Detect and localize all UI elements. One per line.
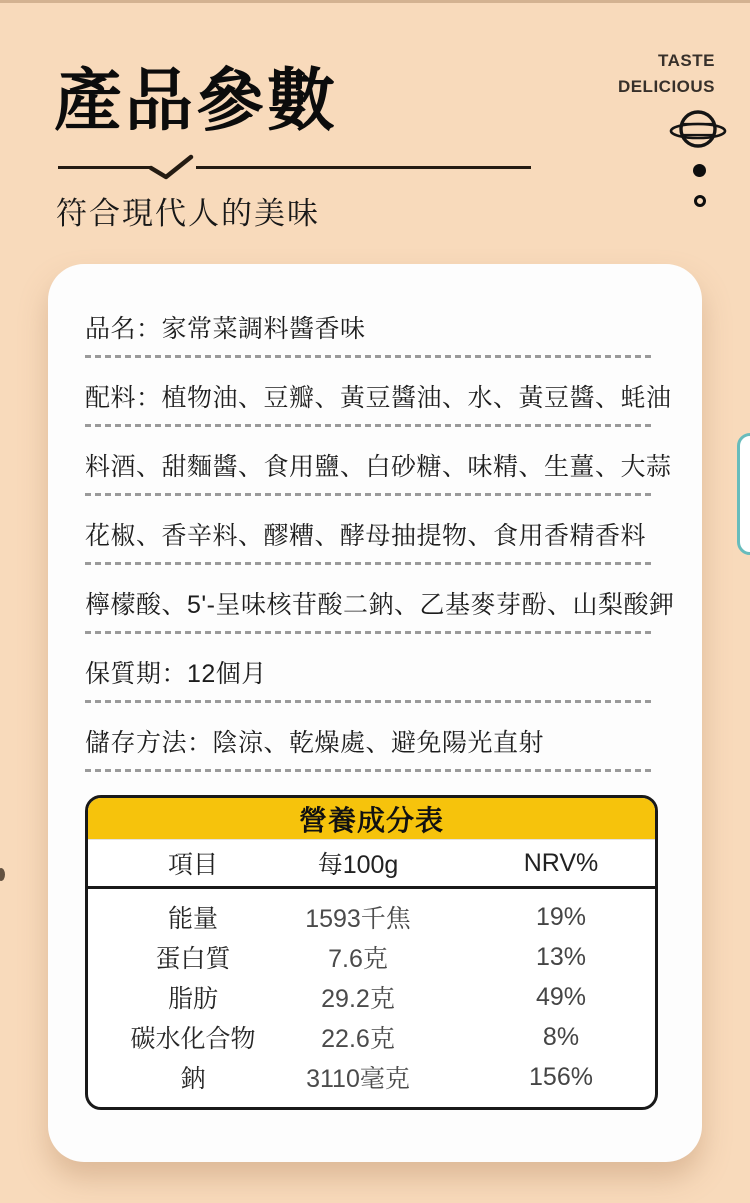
spec-line-text: 檸檬酸、5'-呈味核苷酸二鈉、乙基麥芽酚、山梨酸鉀 (85, 591, 675, 619)
tagline-line-2: DELICIOUS (617, 77, 715, 96)
spec-line (85, 450, 672, 519)
nutrition-table-header (88, 840, 655, 889)
left-edge-artifact (0, 868, 5, 881)
carousel-dot-outline (694, 195, 706, 207)
nutrition-row-per100g: 7.6克 (328, 945, 388, 973)
nutrition-row-item: 能量 (167, 905, 218, 933)
dashed-separator (85, 493, 652, 496)
spec-line-text: 花椒、香辛料、醪糟、酵母抽提物、食用香精香料 (85, 522, 647, 550)
adjacent-card-peek (737, 433, 750, 555)
nutrition-table-body (88, 889, 655, 1107)
spec-line-text: 配料：植物油、豆瓣、黃豆醬油、水、黃豆醬、蚝油 (85, 384, 672, 412)
nutrition-row-item: 碳水化合物 (130, 1025, 256, 1053)
divider-line-right (196, 166, 531, 169)
nutrition-row-item: 蛋白質 (155, 945, 231, 973)
nutrition-row-per100g: 3110毫克 (306, 1065, 410, 1093)
dashed-separator (85, 769, 652, 772)
nutrition-row (88, 1057, 655, 1097)
tagline (618, 48, 715, 100)
nutrition-row-nrv: 19% (535, 902, 587, 931)
page-subtitle: 符合現代人的美味 (56, 196, 320, 231)
dashed-separator (85, 700, 652, 703)
dashed-separator (85, 355, 652, 358)
spec-line-text: 儲存方法：陰涼、乾燥處、避免陽光直射 (85, 729, 545, 757)
nutrition-table (85, 795, 658, 1110)
spec-line (85, 519, 652, 588)
nutrition-row (88, 977, 655, 1017)
dashed-separator (85, 562, 652, 565)
carousel-dot-filled (693, 164, 706, 177)
nutrition-row-item: 鈉 (180, 1065, 206, 1093)
nutrition-row-nrv: 156% (529, 1062, 593, 1091)
spec-line (85, 726, 652, 795)
divider-line-left (58, 166, 152, 169)
nutrition-row (88, 1017, 655, 1057)
column-header-per100g: 每100g (317, 851, 399, 879)
spec-line-text: 料酒、甜麵醬、食用鹽、白砂糖、味精、生薑、大蒜 (85, 453, 672, 481)
product-spec-card (48, 264, 702, 1162)
nutrition-row-nrv: 49% (535, 982, 587, 1011)
column-header-nrv: NRV% (523, 848, 599, 877)
spec-line (85, 657, 652, 726)
nutrition-table-title: 營養成分表 (88, 798, 655, 840)
nutrition-row-per100g: 29.2克 (321, 985, 395, 1013)
saturn-planet-icon (664, 100, 732, 165)
nutrition-row (88, 897, 655, 937)
nutrition-row-item: 脂肪 (167, 985, 218, 1013)
spec-line-text: 品名：家常菜調料醬香味 (85, 315, 366, 343)
dashed-separator (85, 631, 652, 634)
spec-line (85, 312, 652, 381)
nutrition-row-nrv: 8% (542, 1022, 580, 1051)
spec-line (85, 381, 672, 450)
top-edge-shade (0, 0, 750, 3)
column-header-item: 項目 (167, 851, 218, 879)
nutrition-row-per100g: 1593千焦 (305, 905, 411, 933)
spec-line (85, 588, 675, 657)
page-title: 產品參數 (54, 63, 339, 139)
tagline-line-1: TASTE (658, 51, 715, 70)
nutrition-row-nrv: 13% (535, 942, 587, 971)
nutrition-row-per100g: 22.6克 (321, 1025, 395, 1053)
spec-line-list (85, 312, 702, 795)
nutrition-row (88, 937, 655, 977)
title-divider (58, 156, 531, 182)
checkmark-icon (148, 154, 194, 187)
dashed-separator (85, 424, 652, 427)
spec-line-text: 保質期：12個月 (85, 660, 267, 688)
